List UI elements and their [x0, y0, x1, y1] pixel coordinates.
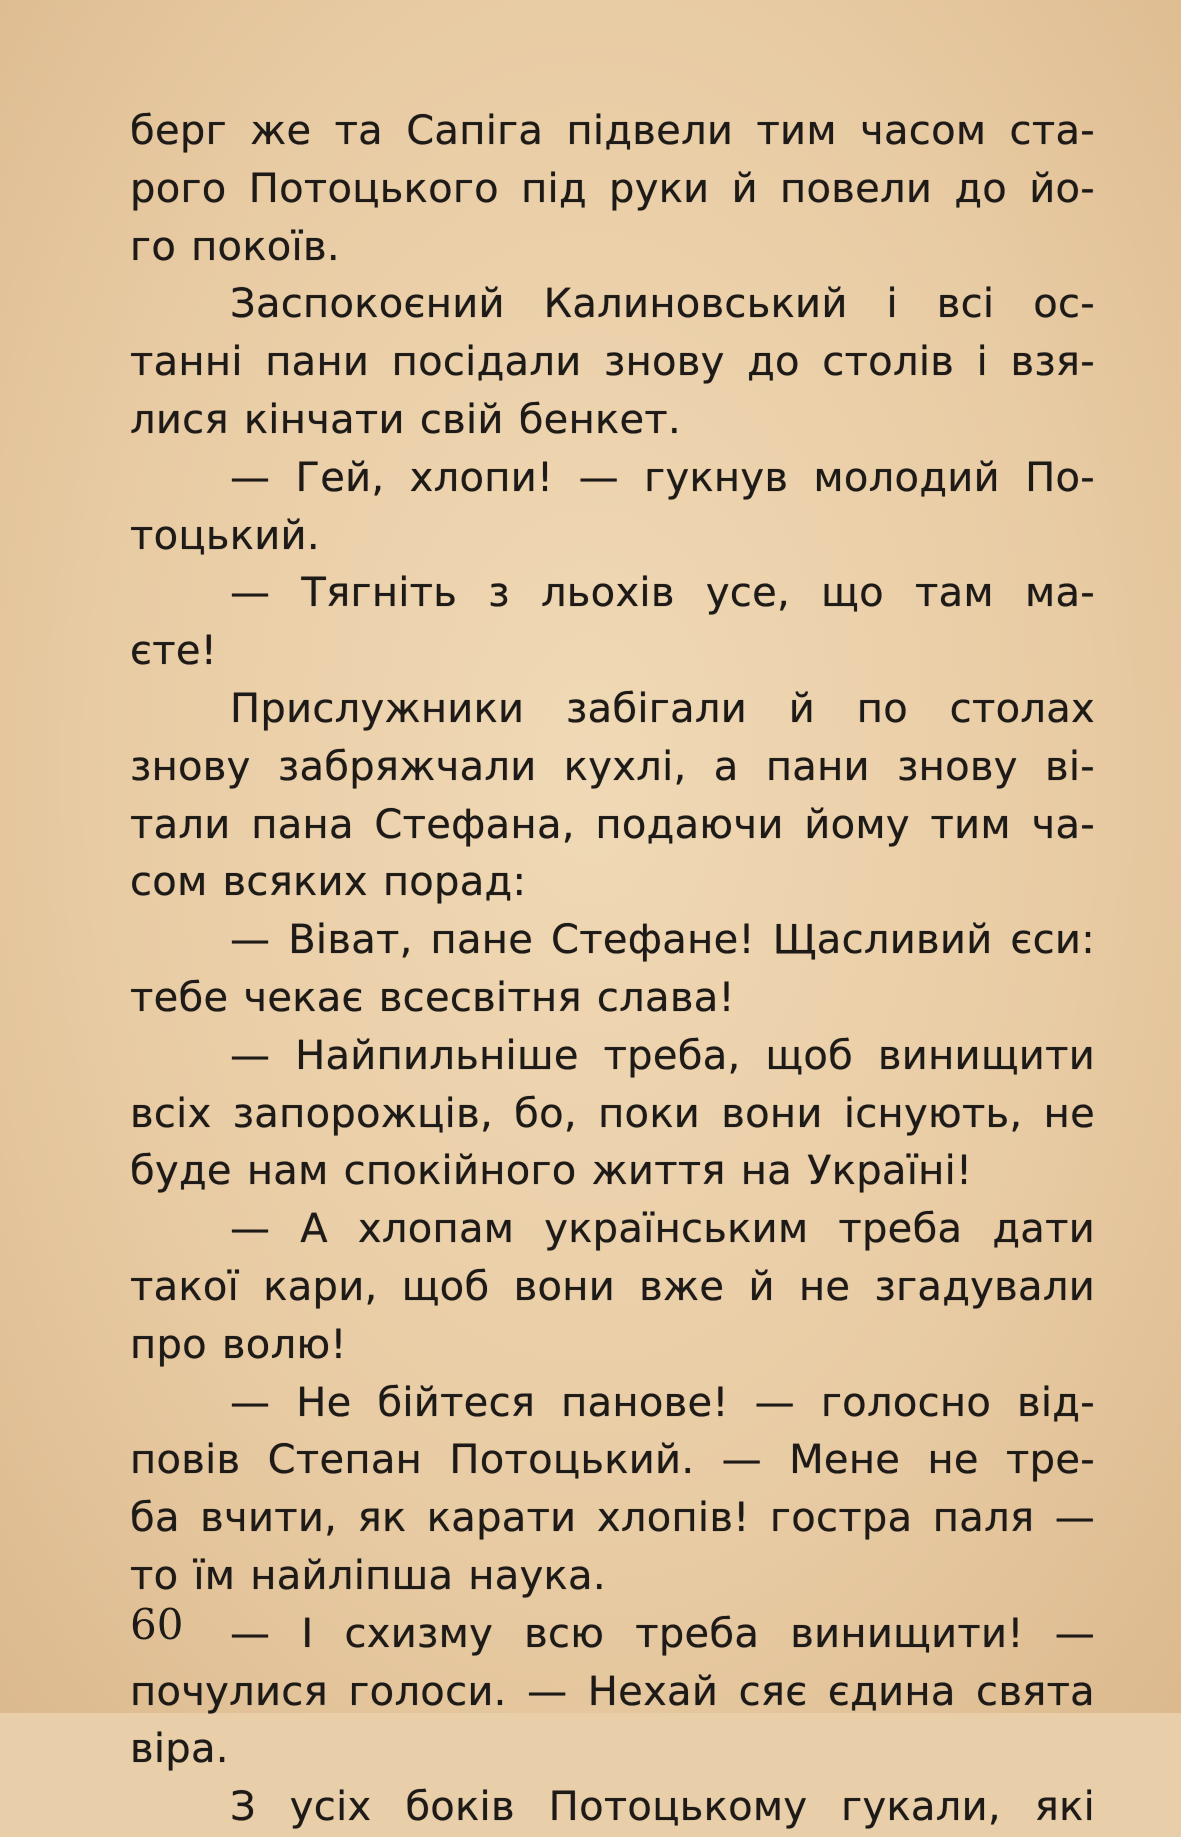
text-line: — Найпильніше треба, щоб винищити [230, 1032, 1095, 1079]
text-line: знову забряжчали кухлі, а пани знову ві- [130, 743, 1095, 790]
text-line: рого Потоцького під руки й повели до йо- [130, 165, 1095, 212]
text-line: — Не бійтеся панове! — голосно від- [230, 1379, 1095, 1426]
text-line: — Тягніть з льохів усе, що там ма- [230, 570, 1095, 617]
text-line: тебе чекає всесвітня слава! [130, 974, 735, 1021]
text-line: — Гей, хлопи! — гукнув молодий По- [230, 454, 1095, 501]
text-line: єте! [130, 628, 218, 675]
text-line: Заспокоєний Калиновський і всі ос- [230, 281, 1095, 328]
text-line: буде нам спокійного життя на Україні! [130, 1148, 973, 1195]
text-line: — І схизму всю треба винищити! — [230, 1610, 1095, 1657]
text-line: берг же та Сапіга підвели тим часом ста- [130, 108, 1095, 154]
text-line: лися кінчати свій бенкет. [130, 396, 682, 443]
body-text [130, 103, 1095, 1837]
text-line: го покоїв. [130, 223, 340, 270]
text-line: ба вчити, як карати хлопів! гостра паля — [130, 1495, 1095, 1542]
text-line: Прислужники забігали й по столах [230, 685, 1095, 732]
text-line: тали пана Стефана, подаючи йому тим ча- [130, 801, 1095, 848]
text-line: всіх запорожців, бо, поки вони існують, не [130, 1090, 1095, 1137]
text-line: З усіх боків Потоцькому гукали, які [230, 1784, 1095, 1831]
text-line: такої кари, щоб вони вже й не згадували [130, 1263, 1095, 1310]
text-line: — А хлопам українським треба дати [230, 1206, 1095, 1253]
text-line: почулися голоси. — Нехай сяє єдина свята [130, 1668, 1095, 1715]
text-line: танні пани посідали знову до столів і взя- [130, 339, 1095, 386]
text-line: сом всяких порад: [130, 859, 527, 906]
page-number: 60 [130, 1600, 184, 1649]
text-line: тоцький. [130, 512, 320, 559]
text-line: повів Степан Потоцький. — Мене не тре- [130, 1437, 1095, 1484]
text-line: віра. [130, 1726, 229, 1773]
text-line: про волю! [130, 1321, 347, 1368]
text-line: — Віват, пане Стефане! Щасливий єси: [230, 917, 1095, 964]
text-line: то їм найліпша наука. [130, 1552, 606, 1599]
